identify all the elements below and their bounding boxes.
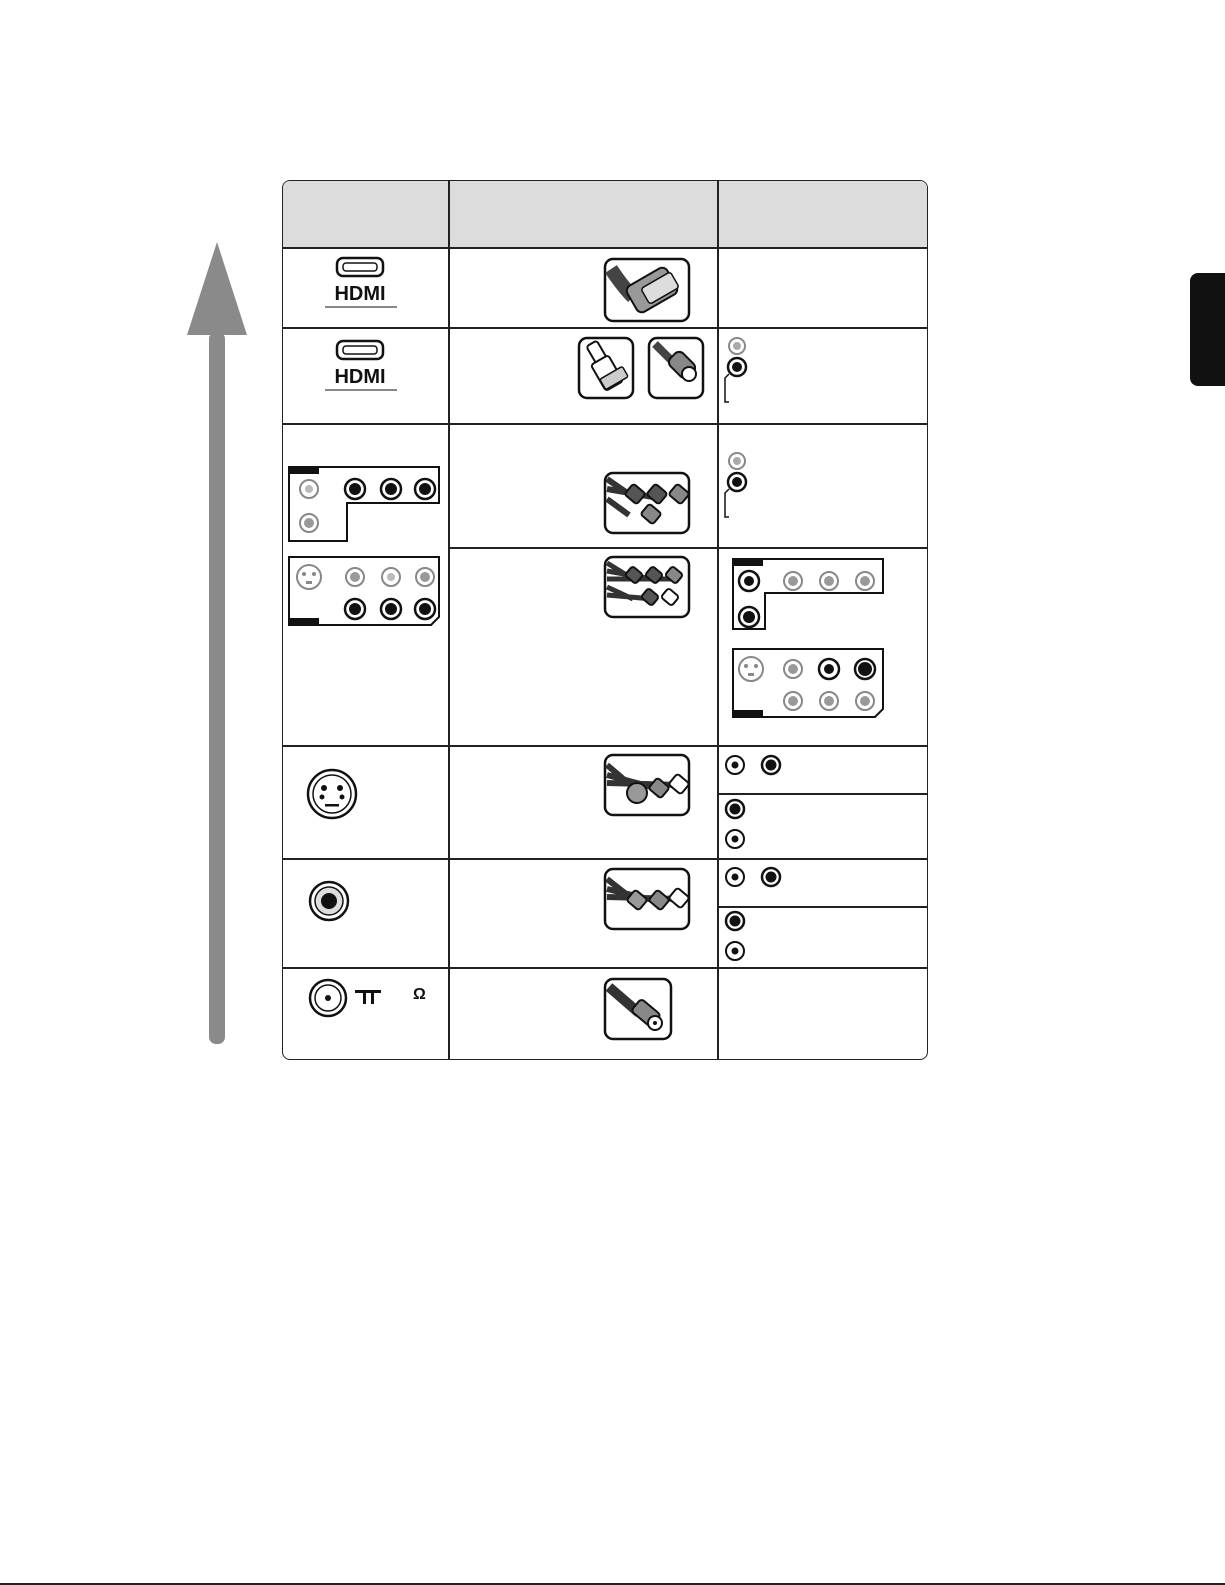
row-divider — [717, 793, 927, 795]
antenna-symbol-icon — [355, 989, 383, 1005]
dvi-hdmi-adapter-icon — [577, 336, 635, 400]
component-cable-icon — [603, 471, 691, 535]
row-divider — [283, 858, 927, 860]
audio-jack-stack-icon — [723, 797, 753, 857]
hdmi-logo-icon — [323, 339, 413, 399]
row-divider — [717, 906, 927, 908]
column-divider — [717, 181, 719, 1059]
audio-jacks-icon — [723, 336, 763, 406]
row-divider — [283, 423, 927, 425]
row-divider — [283, 247, 927, 249]
hdmi-logo-icon — [323, 256, 413, 316]
row-divider — [283, 745, 927, 747]
composite-jack-icon — [307, 879, 351, 923]
svg-text:HDMI: HDMI — [334, 283, 386, 305]
audio-cable-icon — [647, 336, 705, 400]
s-video-cable-icon — [603, 753, 691, 817]
row-divider — [283, 327, 927, 329]
output-jack-panel-icon — [731, 557, 886, 719]
hdmi-cable-icon — [603, 257, 691, 323]
quality-arrow-icon — [185, 240, 249, 1050]
section-tab — [1190, 273, 1225, 386]
rf-coax-jack-icon — [307, 977, 349, 1019]
audio-jack-pair-icon — [723, 753, 793, 779]
row-divider — [283, 967, 927, 969]
s-video-jack-icon — [305, 767, 359, 821]
audio-jacks-icon — [723, 451, 763, 521]
coax-cable-icon — [603, 977, 673, 1041]
component-jack-panel-icon — [287, 465, 442, 647]
ohm-symbol: Ω — [413, 986, 426, 1003]
component-av-cable-icon — [603, 555, 691, 619]
composite-cable-icon — [603, 867, 691, 931]
svg-text:HDMI: HDMI — [334, 366, 386, 388]
connection-quality-table — [282, 180, 928, 1060]
table-header — [283, 181, 927, 247]
audio-jack-pair-icon — [723, 865, 793, 891]
column-divider — [448, 181, 450, 1059]
row-divider — [448, 547, 927, 549]
audio-jack-stack-icon — [723, 909, 753, 969]
